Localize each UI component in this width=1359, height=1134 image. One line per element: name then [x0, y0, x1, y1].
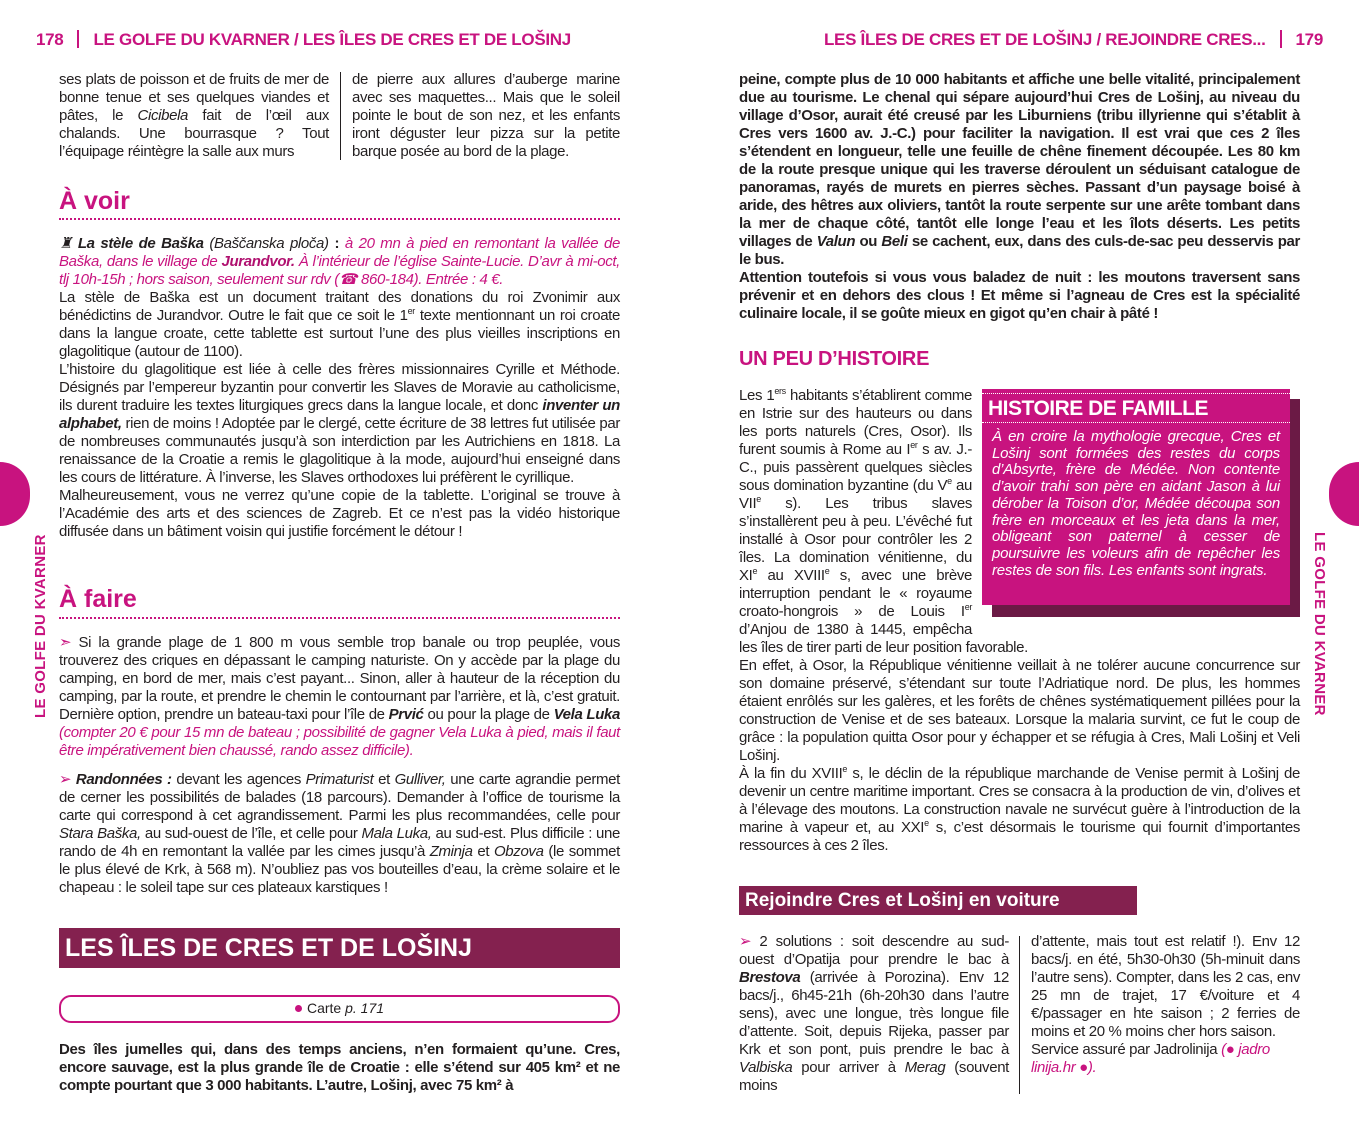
rejoindre-column-1 [739, 933, 1009, 1095]
text-run: ses plats de poisson et de fruits de mer de bonne tenue et ses quelques viandes et pâtes, le [59, 71, 329, 124]
text-run: (souvent moins [739, 1059, 1009, 1094]
arrow-icon: ➢ [59, 771, 72, 788]
text-run: s). Les tribus slaves s’installèrent peu à peu. L’évêché fut installé à Osor pour contrôler les 2 îles. La domination vénitienne, du XI [739, 495, 972, 584]
heading-dotted-rule [59, 617, 620, 619]
text-run: ou [855, 233, 882, 250]
rejoindre-banner: Rejoindre Cres et Lošinj en voiture [739, 886, 1137, 915]
running-title: LE GOLFE DU KVARNER / LES ÎLES DE CRES ET DE LOŠINJ [93, 30, 571, 49]
histoire-heading: UN PEU D’HISTOIRE [739, 348, 930, 370]
monument-icon: ♜ [59, 235, 73, 252]
arrow-icon: ➣ [59, 634, 72, 651]
text-run: inventer un alphabet, [59, 397, 620, 432]
paragraph [59, 71, 329, 161]
text-run: et [472, 843, 494, 860]
text-run: peine, compte plus de 10 000 habitants et affiche une belle vitalité, principalement due au tourisme. Le chenal qui sépare aujourd’hui Cres de Lošinj, au niveau du village d’Osor, aurait été creusé par les Liburniens (tribu illyrienne qui s’établit à Cres vers 1600 av. J.-C.) pour faciliter la navigation. Il est vrai que ces 2 îles s’étendent en longueur, telle une feuille de chêne finement découpée. Les 80 km de la route presque unique qui les traverse déroulent un séduisant catalogue de panoramas, rayés de murets en pierres sèches. Passant d’un paysage boisé à aride, des hêtres aux oliviers, tantôt la route serpente sur une arête tombant dans la mer de chaque côté, tantôt elle longe l’eau et les îlots déserts. Les petits villages de [739, 71, 1300, 250]
superscript: er [964, 602, 972, 612]
intro-continued [739, 71, 1300, 323]
text-run: s, le déclin de la république marchande de Venise permit à Lošinj de devenir un centre maritime important. Cres se consacra à la production de vin, d’olives et à l’élevage des moutons. La construction navale ne survécut guère à l’introduction de la marine à vapeur et, au XXI [739, 765, 1300, 836]
text-run: Valun [816, 233, 856, 250]
text-run: une carte agrandie permet de cerner les possibilités de balades (18 parcours). Demander à l’office de tourisme la carte qui correspond à cet agrandissement. Parmi les plus recommandées, celle pour [59, 771, 620, 824]
column-divider [1019, 936, 1020, 1094]
paragraph [739, 765, 1300, 855]
rejoindre-column-2 [1031, 933, 1300, 1077]
text-run: s, c’est désormais le tourisme qui fournit d’importantes ressources à ces 2 îles. [739, 819, 1300, 854]
box-panel [982, 389, 1290, 605]
text-run: Mala Luka, [361, 825, 432, 842]
text-run: habitants s’établirent comme en Istrie sur des hauteurs ou dans les ports naturels (Cres, Osor). Ils furent soumis à Rome au I [739, 387, 972, 458]
right-thumb-tab [1329, 462, 1359, 526]
map-page-ref: p. 171 [345, 1000, 385, 1016]
box-text: À en croire la mythologie grecque, Cres et Lošinj sont formées des restes du corps d’Absyrte, frère de Médée. Non contente d’avoir trahi son père en aidant Jason à lui dérober la Toison d’or, Médée découpa son frère en morceaux et les jeta dans la mer, obligeant son paternel à cesser de poursuivre les voleurs afin de repêcher les restes de son fils. Les enfants sont ingrats. [992, 428, 1280, 579]
text-run: Les 1 [739, 387, 775, 404]
paragraph [739, 71, 1300, 269]
text-run: 2 solutions : soit descendre au sud-ouest d’Opatija pour prendre le bac à [739, 933, 1009, 968]
text-run: La stèle de Baška [77, 235, 204, 252]
a-faire-section [59, 634, 620, 897]
text-run: Prvić [388, 706, 424, 723]
paragraph [59, 1041, 620, 1095]
text-run: devant les agences [171, 771, 306, 788]
paragraph [59, 634, 620, 759]
paragraph [59, 289, 620, 361]
text-run: Merag [904, 1059, 946, 1076]
text-run: L’histoire du glagolitique est liée à celle des frères missionnaires Cyrille et Méthode. Désignés par l’empereur byzantin pour convertir les Slaves de Moravie au catholicisme, ils durent traduire les textes liturgiques grecs dans la langue locale, et donc [59, 361, 620, 414]
text-run: Vela Luka [553, 706, 620, 723]
right-running-header [824, 30, 1323, 50]
text-run: (Baščanska ploča) [203, 235, 329, 252]
text-run: texte mentionnant un roi croate dans la langue croate, cette tablette est surtout l’une des plus vieilles inscriptions en glagolitique (autour de 1100). [59, 307, 620, 360]
left-side-label: LE GOLFE DU KVARNER [32, 534, 49, 718]
paragraph [59, 771, 620, 896]
text-run: ou pour la plage de [423, 706, 554, 723]
superscript: e [924, 818, 929, 828]
paragraph [1031, 1041, 1300, 1077]
arrow-icon: ➢ [739, 933, 752, 950]
text-run: rien de moins ! Adoptée par le clergé, cette écriture de 38 lettres fut utilisée par de nombreuses communautés jusqu’à son interdiction par les Autrichiens en 1818. La renaissance de la Croatie a remis le glagolitique à la mode, aujourd’hui enseigné dans les cours de littérature. À l’inverse, les Slaves orthodoxes lui préfèrent le cyrillique. [59, 415, 620, 486]
right-side-label: LE GOLFE DU KVARNER [1311, 532, 1328, 716]
running-title: LES ÎLES DE CRES ET DE LOŠINJ / REJOINDRE CRES... [823, 30, 1266, 49]
superscript: er [407, 306, 415, 316]
a-voir-section [59, 235, 620, 541]
text-run: Randonnées : [75, 771, 172, 788]
text-run: Si la grande plage de 1 800 m vous semble trop banale ou trop peuplée, vous trouverez des criques en dépassant le camping naturiste. On y accède par la plage du camping, en bord de mer, mais c’est payant... Sinon, aller à hauteur de la réception du camping, par la route, et prendre le chemin le contournant par l’arrière, et là, c’est gratuit. Dernière option, prendre un bateau-taxi pour l’île de [59, 634, 620, 723]
map-reference[interactable] [59, 995, 620, 1023]
a-voir-heading: À voir [59, 187, 130, 215]
text-run: Valbiska [739, 1059, 793, 1076]
text-run: d’Anjou de 1380 à 1445, empêcha les îles de tirer parti de leur position favorable. [739, 621, 1028, 656]
text-run: de pierre aux allures d’auberge marine avec ses maquettes... Mais que le soleil pointe le bout de son nez, et les enfants iront déguster leur pizza sur la petite barque posée au bord de la plage. [352, 71, 620, 160]
text-run: au XVIII [757, 567, 825, 584]
text-run: fait de l’œil aux chalands. Une bourrasque ? Tout l’équipage réintègre la salle aux murs [59, 107, 329, 160]
text-run: à 20 mn à pied en remontant la vallée de Baška, dans le village de [59, 235, 620, 270]
top-column-1 [59, 71, 329, 161]
text-run: : [328, 235, 345, 252]
a-faire-heading: À faire [59, 585, 137, 613]
text-run: Gulliver, [394, 771, 446, 788]
superscript: er [910, 440, 918, 450]
superscript: e [752, 566, 758, 576]
text-run: En effet, à Osor, la République vénitienne veillait à ne tolérer aucune concurrence sur son domaine préservé, s’étendant sur toute l’Adriatique nord. De plus, les hommes étaient enrôlés sur les galères, et les forêts de chênes systématiquement pillées pour la construction de Venise et de ses bateaux. Lorsque la malaria survint, ce fut le coup de grâce : la population quitta Osor pour y échapper et se réfugia à Cres, Mali Lošinj et Veli Lošinj. [739, 657, 1300, 764]
text-run: Service assuré par Jadrolinija [1031, 1041, 1222, 1058]
text-run: d’attente, mais tout est relatif !). Env 12 bacs/j. en été, 5h30-0h30 (5h-minuit dans l’autre sens). Compter, dans les 2 cas, env 25 mn de trajet, 17 €/voiture et 4 €/passager en hte saison ; 2 ferries de moins et 20 % moins cher hors saison. [1031, 933, 1300, 1040]
bullet-icon [295, 1005, 302, 1012]
text-run: La stèle de Baška est un document traitant des donations du roi Zvonimir aux bénédictins de Jurandvor. Outre le fait que ce soit le 1 [59, 289, 620, 324]
text-run: pour arriver à [792, 1059, 905, 1076]
text-run: (le sommet le plus élevé de Krk, à 568 m). N’oubliez pas vos bouteilles d’eau, la crème solaire et le chapeau : le soleil tape sur ces plateaux karstiques ! [59, 843, 620, 896]
column-divider [340, 72, 341, 160]
superscript: e [824, 566, 830, 576]
text-run: au VII [739, 477, 972, 512]
page-number: 179 [1295, 30, 1323, 49]
text-run: s, avec une brève interruption pendant le « royaume croato-hongrois » de Louis I [739, 567, 972, 620]
text-run: (arrivée à Porozina). Env 12 bacs/j., 6h45-21h (6h-20h30 dans l’autre sens), avec une longue, très longue file d’attente. Soit, depuis Rijeka, passer par Krk et son pont, puis prendre le bac à [739, 969, 1009, 1058]
paragraph [59, 487, 620, 541]
superscript: ers [774, 386, 786, 396]
section-banner: LES ÎLES DE CRES ET DE LOŠINJ [59, 928, 620, 968]
text-run: Des îles jumelles qui, dans des temps anciens, n’en formaient qu’une. Cres, encore sauvage, est la plus grande île de Croatie : elle s’étend sur 405 km² et ne compte pourtant que 3 000 habitants. L’autre, Lošinj, avec 75 km² à [59, 1041, 620, 1094]
text-run: Zminja [429, 843, 473, 860]
text-run: Obzova [493, 843, 544, 860]
text-run: Stara Baška, [59, 825, 141, 842]
text-run: Primaturist [305, 771, 374, 788]
text-run: Jurandvor. [221, 253, 295, 270]
superscript: e [947, 476, 952, 486]
text-run: (● jadro linija.hr ●). [1031, 1041, 1270, 1076]
map-label: Carte [306, 1000, 346, 1016]
text-run: (compter 20 € pour 15 mn de bateau ; possibilité de gagner Vela Luka à pied, mais il faut être impérativement bien chaussé, rando assez difficile). [59, 724, 620, 759]
paragraph [1031, 933, 1300, 1041]
text-run: s av. J.-C., puis passèrent quelques siècles sous domination byzantine (du V [739, 441, 972, 494]
text-run: au sud-est. Plus difficile : une rando de 4h en remontant la vallée par les cimes jusqu’à [59, 825, 621, 860]
top-column-2 [352, 71, 620, 161]
text-run: Brestova [739, 969, 801, 986]
header-separator [77, 30, 79, 48]
paragraph [59, 235, 620, 288]
paragraph [739, 933, 1009, 1094]
paragraph [59, 361, 620, 487]
box-title: HISTOIRE DE FAMILLE [982, 393, 1290, 423]
left-running-header [36, 30, 571, 50]
text-run: Beli [881, 233, 908, 250]
histoire-de-famille-box [982, 389, 1300, 617]
paragraph [739, 269, 1300, 323]
text-run: Cicibela [137, 107, 189, 124]
superscript: e [756, 494, 761, 504]
text-run: À l’intérieur de l’église Sainte-Lucie. D’avr à mi-oct, tlj 10h-15h ; hors saison, seulement sur rdv (☎ 860-184). Entrée : 4 €. [59, 253, 620, 288]
paragraph [739, 657, 1300, 765]
intro-paragraph [59, 1041, 620, 1095]
text-run: et [373, 771, 395, 788]
text-run: se cachent, eux, dans des culs-de-sac peu desservis par le bus. [739, 233, 1300, 268]
paragraph [352, 71, 620, 161]
superscript: e [842, 764, 848, 774]
text-run: À la fin du XVIII [739, 765, 843, 782]
left-thumb-tab [0, 462, 30, 526]
text-run: au sud-ouest de l’île, et celle pour [140, 825, 362, 842]
histoire-section [739, 387, 1300, 855]
heading-dotted-rule [59, 218, 620, 220]
page-number: 178 [36, 30, 64, 49]
text-run: Malheureusement, vous ne verrez qu’une copie de la tablette. L’original se trouve à l’Académie des arts et des sciences de Zagreb. Et ce n’est pas la vidéo historique diffusée dans un bâtiment voisin qui justifie forcément le détour ! [59, 487, 620, 540]
header-separator [1280, 30, 1282, 48]
text-run: Attention toutefois si vous vous baladez de nuit : les moutons traversent sans prévenir et en dehors des clous ! Et même si l’agneau de Cres est la spécialité culinaire locale, il se goûte mieux en gigot qu’en chair à pâté ! [739, 269, 1300, 322]
